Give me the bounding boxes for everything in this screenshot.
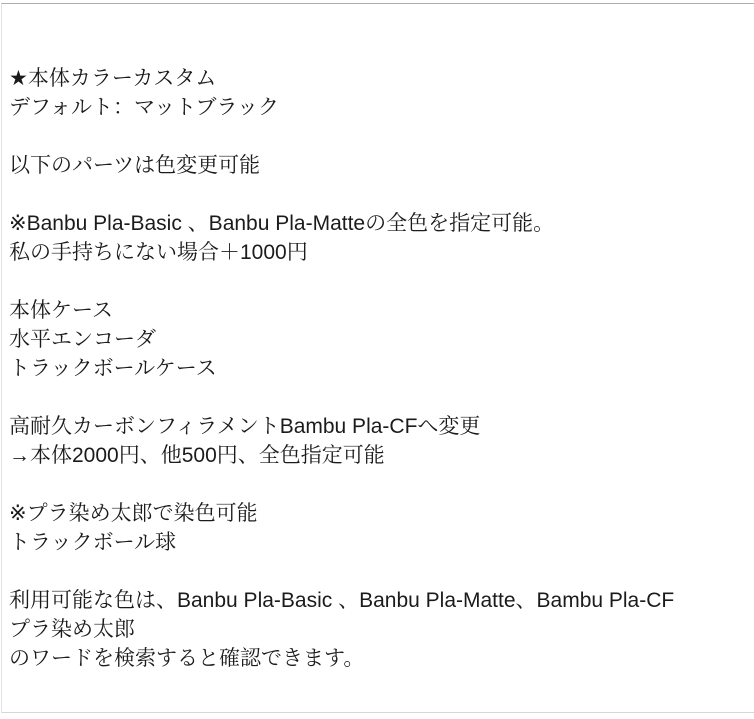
description-cell — [1, 3, 754, 713]
text-line: 利用可能な色は、Banbu Pla-Basic 、Banbu Pla-Matte、Bambu Pla-CF — [9, 589, 675, 612]
description-text — [2, 4, 754, 673]
paragraph — [9, 499, 750, 557]
paragraph — [9, 586, 750, 673]
paragraph — [9, 209, 750, 267]
text-line: ★本体カラーカスタム — [9, 67, 217, 90]
text-line: →本体2000円、他500円、全色指定可能 — [9, 444, 385, 467]
paragraph — [9, 296, 750, 383]
text-line: ※プラ染め太郎で染色可能 — [9, 502, 258, 525]
text-line: 私の手持ちにない場合＋1000円 — [9, 241, 308, 264]
text-line: ※Banbu Pla-Basic 、Banbu Pla-Matteの全色を指定可能。 — [9, 212, 555, 235]
text-line: トラックボール球 — [9, 531, 177, 554]
text-line: のワードを検索すると確認できます。 — [9, 647, 365, 670]
text-line: 以下のパーツは色変更可能 — [9, 154, 261, 177]
text-line: 本体ケース — [9, 299, 113, 322]
text-line: トラックボールケース — [9, 357, 217, 380]
paragraph — [9, 412, 750, 470]
text-line: デフォルト：マットブラック — [9, 96, 280, 119]
text-line: 高耐久カーボンフィラメントBambu Pla-CFへ変更 — [9, 415, 481, 438]
text-line: プラ染め太郎 — [9, 618, 135, 641]
text-line: 水平エンコーダ — [9, 328, 156, 351]
paragraph — [9, 151, 750, 180]
paragraph — [9, 64, 750, 122]
